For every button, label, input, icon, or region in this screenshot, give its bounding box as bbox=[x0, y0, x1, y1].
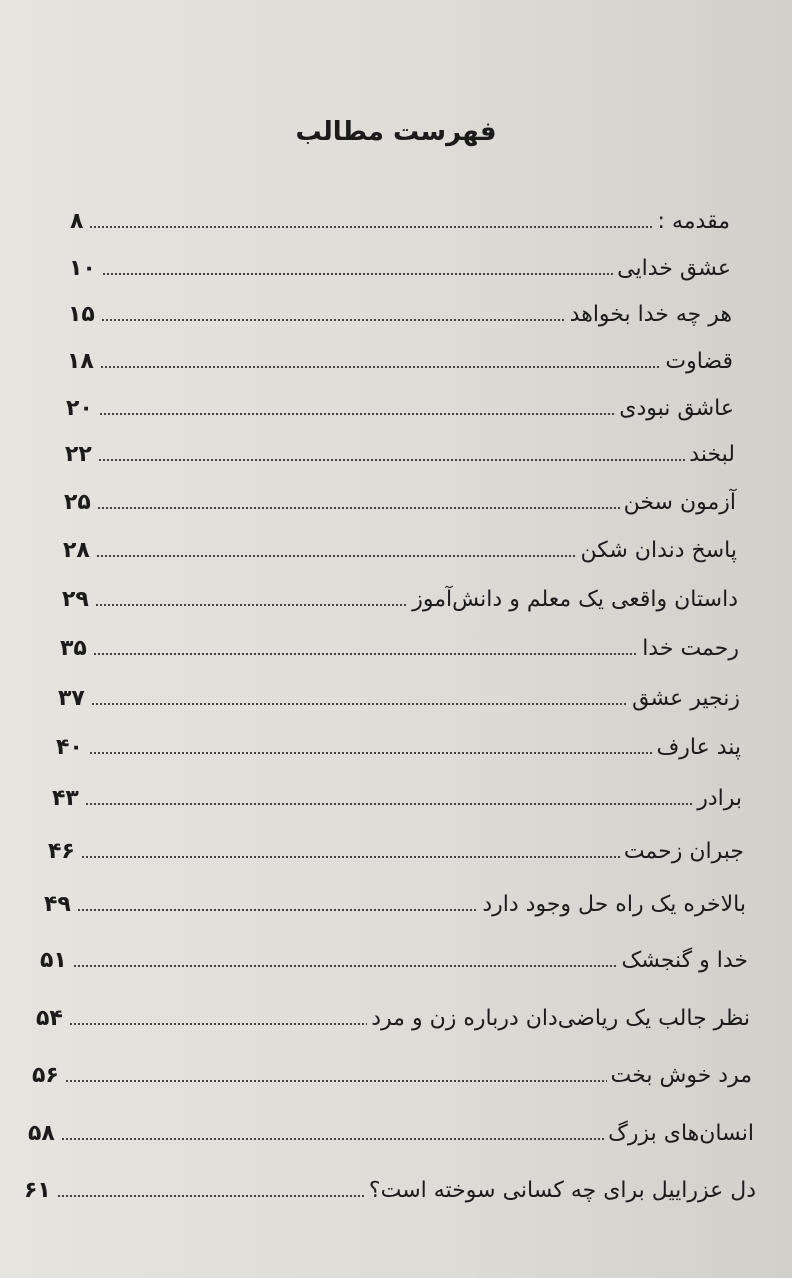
toc-entry-title: آزمون سخن bbox=[623, 490, 736, 515]
toc-entry-page: ۲۲ bbox=[65, 442, 92, 467]
toc-entry bbox=[24, 1165, 756, 1205]
toc-entry-title: دل عزراییل برای چه کسانی سوخته است؟ bbox=[368, 1178, 756, 1203]
toc-entry bbox=[69, 243, 731, 283]
toc-entry-page: ۱۵ bbox=[68, 302, 95, 327]
toc-entry bbox=[63, 525, 737, 565]
dot-leader bbox=[77, 907, 478, 913]
toc-entry-title: رحمت خدا bbox=[642, 636, 739, 661]
dot-leader bbox=[81, 854, 620, 860]
dot-leader bbox=[99, 411, 615, 417]
toc-entry-title: خدا و گنجشک bbox=[621, 948, 748, 973]
toc-entry-title: هر چه خدا بخواهد bbox=[569, 302, 732, 327]
toc-entry-page: ۳۵ bbox=[60, 636, 87, 661]
toc-entry bbox=[60, 623, 739, 663]
toc-entry-title: مرد خوش بخت bbox=[610, 1063, 752, 1088]
toc-entry bbox=[44, 879, 746, 919]
toc-entry-title: جبران زحمت bbox=[623, 839, 744, 864]
toc-entry bbox=[68, 289, 732, 329]
dot-leader bbox=[69, 1021, 367, 1027]
toc-entry-page: ۴۶ bbox=[48, 839, 75, 864]
toc-entry-page: ۵۱ bbox=[40, 948, 67, 973]
toc-entry-page: ۲۹ bbox=[62, 587, 89, 612]
toc-entry-title: زنجیر عشق bbox=[632, 686, 740, 711]
toc-entry-title: مقدمه : bbox=[657, 209, 730, 234]
toc-entry-page: ۵۸ bbox=[28, 1121, 55, 1146]
toc-entry-page: ۵۶ bbox=[32, 1063, 59, 1088]
dot-leader bbox=[89, 750, 653, 756]
toc-entry-title: پند عارف bbox=[656, 735, 741, 760]
toc-entry-title: داستان واقعی یک معلم و دانش‌آموز bbox=[412, 587, 738, 612]
toc-entry-page: ۲۰ bbox=[66, 396, 93, 421]
dot-leader bbox=[97, 505, 620, 511]
toc-entry-page: ۲۸ bbox=[63, 538, 90, 563]
toc-entry bbox=[32, 1050, 752, 1090]
toc-entry-title: پاسخ دندان شکن bbox=[580, 538, 737, 563]
dot-leader bbox=[98, 457, 685, 463]
toc-entry-title: قضاوت bbox=[665, 349, 733, 374]
toc-entry bbox=[64, 477, 736, 517]
toc-entry bbox=[52, 773, 742, 813]
toc-entry bbox=[70, 196, 730, 236]
toc-entry bbox=[28, 1108, 754, 1148]
toc-entry bbox=[48, 826, 744, 866]
toc-entry-page: ۳۷ bbox=[58, 686, 85, 711]
toc-entry bbox=[56, 722, 741, 762]
toc-entry-title: بالاخره یک راه حل وجود دارد bbox=[482, 892, 746, 917]
dot-leader bbox=[73, 963, 618, 969]
dot-leader bbox=[61, 1136, 604, 1142]
toc-entry-page: ۲۵ bbox=[64, 490, 91, 515]
toc-entry bbox=[36, 993, 750, 1033]
toc-entry-title: عاشق نبودی bbox=[619, 396, 734, 421]
toc-entry-page: ۶۱ bbox=[24, 1178, 51, 1203]
dot-leader bbox=[85, 801, 693, 807]
toc-entry-page: ۱۰ bbox=[69, 256, 96, 281]
dot-leader bbox=[102, 271, 613, 277]
dot-leader bbox=[93, 651, 638, 657]
dot-leader bbox=[96, 553, 577, 559]
toc-entry-page: ۴۳ bbox=[52, 786, 79, 811]
toc-entry bbox=[65, 429, 735, 469]
toc-entry-page: ۴۰ bbox=[56, 735, 83, 760]
dot-leader bbox=[89, 224, 653, 230]
toc-entry-page: ۴۹ bbox=[44, 892, 71, 917]
toc-entry-page: ۸ bbox=[70, 209, 84, 234]
toc-entry-title: برادر bbox=[697, 786, 742, 811]
toc-entry bbox=[66, 383, 734, 423]
dot-leader bbox=[101, 317, 566, 323]
toc-entry-page: ۵۴ bbox=[36, 1006, 63, 1031]
dot-leader bbox=[91, 701, 628, 707]
toc-entry-title: عشق خدایی bbox=[617, 256, 731, 281]
toc-entry bbox=[67, 336, 733, 376]
dot-leader bbox=[95, 602, 408, 608]
toc-entry bbox=[62, 574, 738, 614]
dot-leader bbox=[57, 1193, 365, 1199]
toc-entry bbox=[58, 673, 740, 713]
toc-entry-title: نظر جالب یک ریاضی‌دان درباره زن و مرد bbox=[371, 1006, 750, 1031]
toc-entry bbox=[40, 935, 748, 975]
toc-entry-title: انسان‌های بزرگ bbox=[608, 1121, 754, 1146]
toc-entry-title: لبخند bbox=[689, 442, 735, 467]
dot-leader bbox=[65, 1078, 607, 1084]
page-title: فهرست مطالب bbox=[295, 117, 497, 147]
dot-leader bbox=[100, 364, 662, 370]
toc-entry-page: ۱۸ bbox=[67, 349, 94, 374]
